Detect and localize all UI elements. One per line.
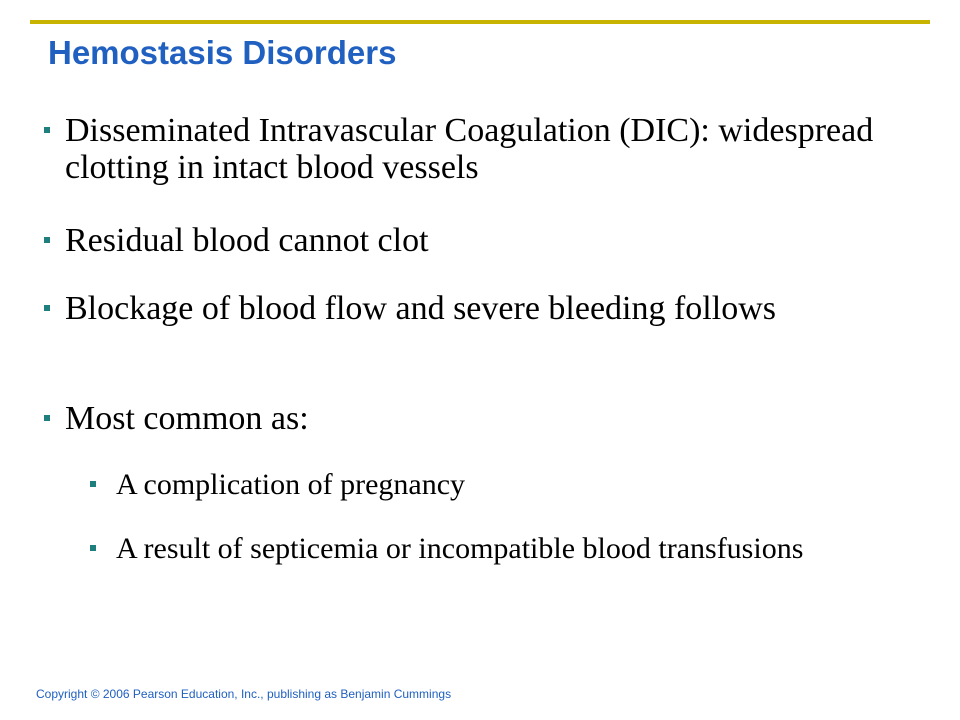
square-bullet-icon (44, 127, 50, 133)
bullet-text: Residual blood cannot clot (65, 222, 429, 259)
sub-bullet-item (90, 532, 890, 565)
bullet-item (44, 112, 904, 187)
sub-bullet-text: A result of septicemia or incompatible blood transfusions (116, 532, 804, 565)
slide-title: Hemostasis Disorders (48, 34, 397, 71)
bullet-item (44, 222, 904, 259)
square-bullet-icon (44, 237, 50, 243)
bullet-text: Most common as: (65, 400, 309, 437)
square-bullet-icon (44, 415, 50, 421)
square-bullet-icon (44, 305, 50, 311)
square-bullet-icon (90, 481, 96, 487)
square-bullet-icon (90, 545, 96, 551)
bullet-text: Disseminated Intravascular Coagulation (DIC): widespread clotting in intact blood vessels (65, 112, 874, 187)
title-rule (30, 20, 930, 24)
bullet-text: Blockage of blood flow and severe bleeding follows (65, 290, 776, 327)
copyright-footer: Copyright © 2006 Pearson Education, Inc., publishing as Benjamin Cummings (36, 687, 452, 701)
bullet-item (44, 400, 904, 437)
bullet-item (44, 290, 904, 327)
sub-bullet-text: A complication of pregnancy (116, 468, 466, 501)
sub-bullet-item (90, 468, 890, 501)
